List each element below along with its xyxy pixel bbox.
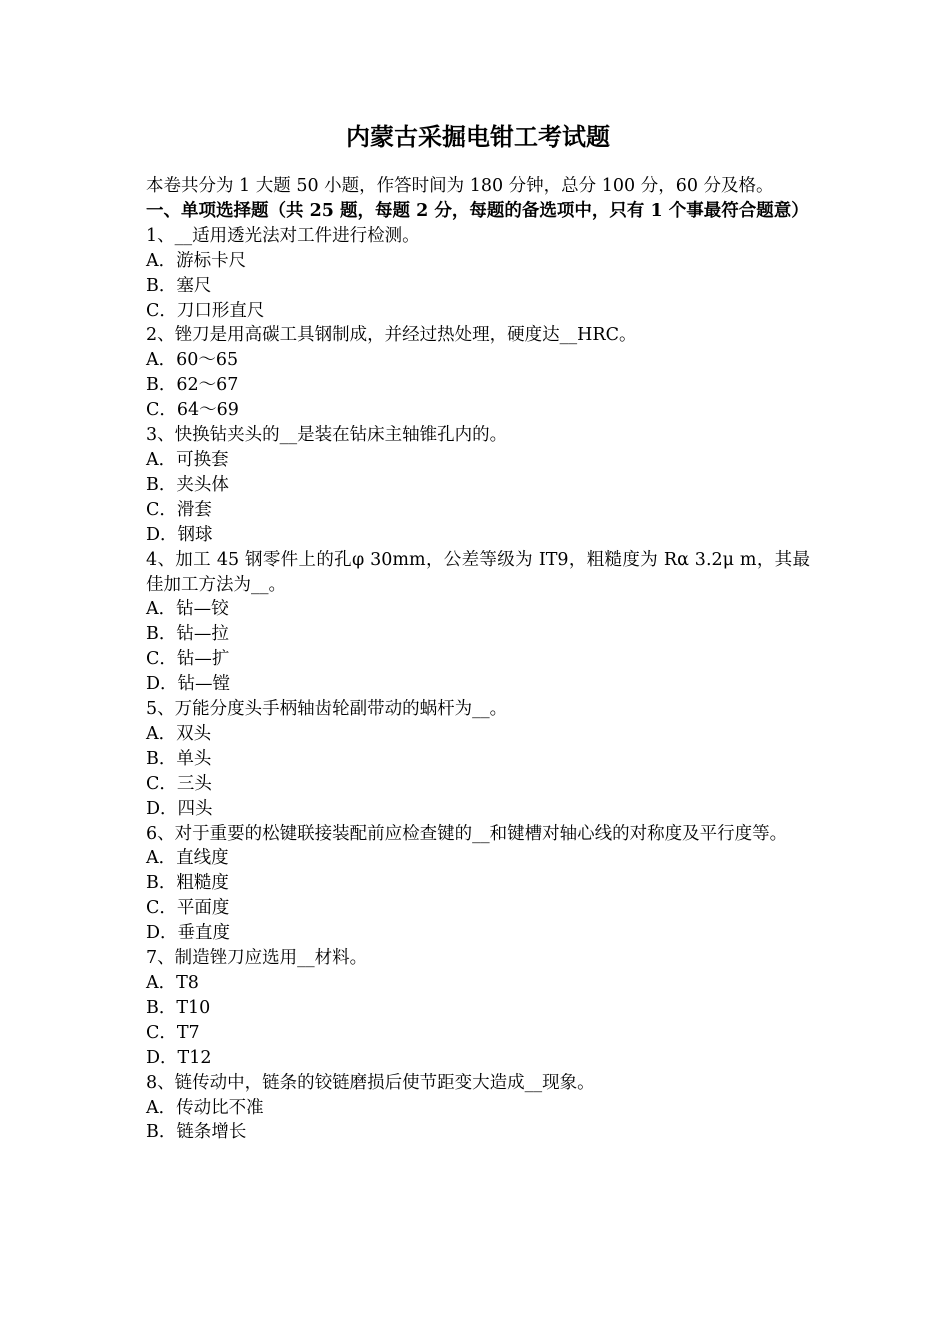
answer-option: B．链条增长 bbox=[146, 1122, 247, 1143]
question-stem: 6、对于重要的松键联接装配前应检查键的__和键槽对轴心线的对称度及平行度等。 bbox=[146, 823, 788, 844]
answer-option: B．塞尺 bbox=[146, 275, 212, 296]
section-heading: 一、单项选择题（共 25 题，每题 2 分，每题的备选项中，只有 1 个事最符合题意） bbox=[146, 200, 809, 221]
answer-option: B．夹头体 bbox=[146, 474, 229, 495]
question-item bbox=[146, 224, 810, 324]
document-title: 内蒙古采掘电钳工考试题 bbox=[346, 122, 610, 151]
answer-option: B．单头 bbox=[146, 748, 212, 769]
answer-option: D．钢球 bbox=[146, 524, 213, 545]
answer-option: A．T8 bbox=[146, 973, 199, 993]
answer-option: A．60～65 bbox=[146, 350, 239, 371]
document-page bbox=[146, 118, 810, 1145]
answer-option: C．钻—扩 bbox=[146, 649, 230, 670]
exam-intro: 本卷共分为 1 大题 50 小题，作答时间为 180 分钟，总分 100 分，60 分及格。 bbox=[146, 176, 774, 196]
question-stem: 2、锉刀是用高碳工具钢制成，并经过热处理，硬度达__HRC。 bbox=[146, 325, 637, 346]
answer-option: A．钻—铰 bbox=[146, 599, 229, 620]
answer-option: D．钻—镗 bbox=[146, 674, 231, 695]
answer-option: D．四头 bbox=[146, 798, 213, 819]
answer-option: C．平面度 bbox=[146, 898, 230, 919]
question-stem: 5、万能分度头手柄轴齿轮副带动的蜗杆为__。 bbox=[146, 699, 508, 720]
answer-option: B．粗糙度 bbox=[146, 873, 229, 894]
question-item bbox=[146, 548, 810, 697]
answer-option: A．双头 bbox=[146, 723, 212, 744]
question-item bbox=[146, 822, 810, 947]
answer-option: C．T7 bbox=[146, 1022, 200, 1043]
answer-option: D．T12 bbox=[146, 1047, 212, 1068]
question-item bbox=[146, 1071, 810, 1146]
question-item bbox=[146, 423, 810, 548]
answer-option: C．64～69 bbox=[146, 400, 239, 421]
answer-option: B．62～67 bbox=[146, 375, 239, 396]
answer-option: C．三头 bbox=[146, 773, 212, 794]
question-stem: 7、制造锉刀应选用__材料。 bbox=[146, 948, 368, 969]
answer-option: B．T10 bbox=[146, 997, 211, 1018]
answer-option: D．垂直度 bbox=[146, 923, 231, 944]
question-item bbox=[146, 323, 810, 423]
answer-option: A．可换套 bbox=[146, 449, 229, 470]
question-stem: 3、快换钻夹头的__是装在钻床主轴锥孔内的。 bbox=[146, 425, 508, 446]
answer-option: C．刀口形直尺 bbox=[146, 300, 265, 321]
question-item bbox=[146, 946, 810, 1071]
answer-option: A．直线度 bbox=[146, 848, 229, 869]
question-stem: 8、链传动中，链条的铰链磨损后使节距变大造成__现象。 bbox=[146, 1072, 595, 1093]
question-list bbox=[146, 224, 810, 1146]
answer-option: B．钻—拉 bbox=[146, 624, 229, 645]
answer-option: A．传动比不准 bbox=[146, 1097, 264, 1118]
question-stem: 1、__适用透光法对工件进行检测。 bbox=[146, 225, 420, 246]
question-stem: 4、加工 45 钢零件上的孔φ 30mm，公差等级为 IT9，粗糙度为 Rα 3.2μ m，其最佳加工方法为__。 bbox=[146, 549, 810, 595]
question-item bbox=[146, 697, 810, 822]
answer-option: A．游标卡尺 bbox=[146, 250, 247, 271]
answer-option: C．滑套 bbox=[146, 499, 212, 520]
